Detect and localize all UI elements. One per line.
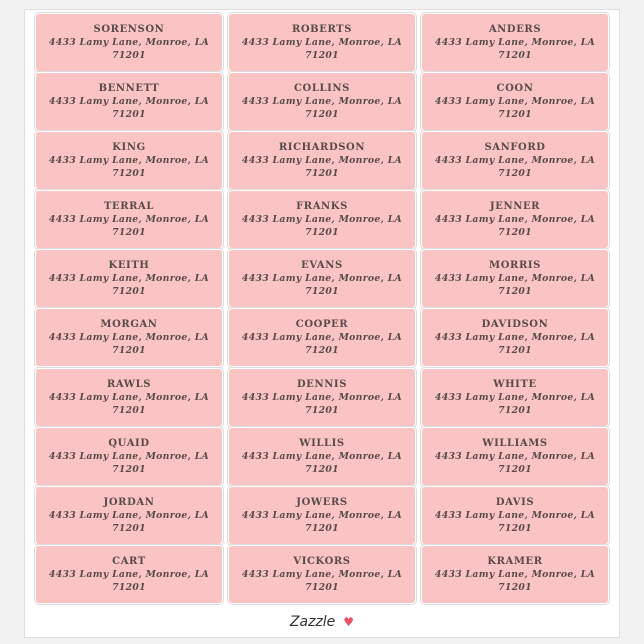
zazzle-logo[interactable]: Zazzle bbox=[289, 614, 336, 630]
label-name: JORDAN bbox=[103, 496, 155, 508]
label-address: 4433 Lamy Lane, Monroe, LA bbox=[48, 155, 210, 167]
address-label[interactable] bbox=[36, 428, 222, 485]
address-label[interactable] bbox=[422, 14, 608, 71]
label-name: DAVIDSON bbox=[481, 319, 549, 331]
address-label[interactable] bbox=[229, 428, 415, 485]
address-label[interactable] bbox=[422, 487, 608, 544]
address-label[interactable] bbox=[229, 250, 415, 307]
label-zip: 71201 bbox=[112, 345, 146, 357]
label-name: KING bbox=[112, 142, 146, 154]
address-label[interactable] bbox=[422, 546, 608, 603]
label-zip: 71201 bbox=[498, 50, 532, 61]
address-label[interactable] bbox=[422, 250, 608, 307]
label-address: 4433 Lamy Lane, Monroe, LA bbox=[241, 568, 403, 580]
label-name: RAWLS bbox=[106, 378, 152, 390]
heart-icon[interactable]: ♥ bbox=[343, 615, 355, 629]
label-name: ANDERS bbox=[488, 24, 542, 35]
address-label[interactable] bbox=[36, 14, 222, 71]
label-name: JOWERS bbox=[296, 496, 348, 508]
label-address: 4433 Lamy Lane, Monroe, LA bbox=[48, 37, 210, 48]
label-name: QUAID bbox=[108, 437, 150, 449]
label-address: 4433 Lamy Lane, Monroe, LA bbox=[241, 332, 403, 344]
label-zip: 71201 bbox=[305, 227, 339, 239]
label-zip: 71201 bbox=[305, 463, 339, 475]
label-address: 4433 Lamy Lane, Monroe, LA bbox=[434, 332, 596, 344]
label-zip: 71201 bbox=[498, 345, 532, 357]
label-name: EVANS bbox=[301, 260, 343, 272]
label-name: KEITH bbox=[108, 260, 150, 272]
label-name: MORRIS bbox=[489, 260, 541, 272]
label-address: 4433 Lamy Lane, Monroe, LA bbox=[48, 450, 210, 462]
label-name: WHITE bbox=[493, 378, 537, 390]
address-label[interactable] bbox=[36, 546, 222, 603]
address-label[interactable] bbox=[422, 309, 608, 366]
address-label[interactable] bbox=[422, 191, 608, 248]
address-label[interactable] bbox=[229, 191, 415, 248]
label-address: 4433 Lamy Lane, Monroe, LA bbox=[241, 96, 403, 108]
label-address: 4433 Lamy Lane, Monroe, LA bbox=[434, 509, 596, 521]
address-label[interactable] bbox=[229, 73, 415, 130]
label-zip: 71201 bbox=[498, 286, 532, 298]
label-address: 4433 Lamy Lane, Monroe, LA bbox=[434, 155, 596, 167]
label-zip: 71201 bbox=[112, 50, 146, 61]
label-name: COON bbox=[496, 83, 534, 95]
address-label[interactable] bbox=[229, 132, 415, 189]
label-address: 4433 Lamy Lane, Monroe, LA bbox=[241, 273, 403, 285]
label-address: 4433 Lamy Lane, Monroe, LA bbox=[48, 568, 210, 580]
label-name: BENNETT bbox=[98, 83, 160, 95]
address-label[interactable] bbox=[36, 73, 222, 130]
label-address: 4433 Lamy Lane, Monroe, LA bbox=[241, 450, 403, 462]
label-address: 4433 Lamy Lane, Monroe, LA bbox=[48, 96, 210, 108]
label-zip: 71201 bbox=[305, 168, 339, 180]
label-name: TERRAL bbox=[103, 201, 155, 213]
label-name: DAVIS bbox=[495, 496, 535, 508]
label-name: RICHARDSON bbox=[278, 142, 366, 154]
label-zip: 71201 bbox=[305, 345, 339, 357]
label-address: 4433 Lamy Lane, Monroe, LA bbox=[241, 214, 403, 226]
label-zip: 71201 bbox=[305, 404, 339, 416]
label-zip: 71201 bbox=[112, 404, 146, 416]
label-address: 4433 Lamy Lane, Monroe, LA bbox=[48, 273, 210, 285]
label-name: KRAMER bbox=[487, 555, 543, 567]
label-address: 4433 Lamy Lane, Monroe, LA bbox=[434, 214, 596, 226]
address-label[interactable] bbox=[36, 250, 222, 307]
address-label[interactable] bbox=[422, 369, 608, 426]
address-label[interactable] bbox=[422, 428, 608, 485]
label-zip: 71201 bbox=[498, 227, 532, 239]
label-name: SORENSON bbox=[93, 24, 165, 35]
label-address: 4433 Lamy Lane, Monroe, LA bbox=[434, 568, 596, 580]
label-address: 4433 Lamy Lane, Monroe, LA bbox=[241, 509, 403, 521]
label-address: 4433 Lamy Lane, Monroe, LA bbox=[434, 96, 596, 108]
label-zip: 71201 bbox=[498, 168, 532, 180]
label-name: VICKORS bbox=[293, 555, 351, 567]
label-zip: 71201 bbox=[498, 581, 532, 593]
label-name: FRANKS bbox=[296, 201, 348, 213]
label-zip: 71201 bbox=[305, 286, 339, 298]
address-label[interactable] bbox=[229, 369, 415, 426]
label-name: WILLIS bbox=[299, 437, 345, 449]
label-zip: 71201 bbox=[112, 168, 146, 180]
label-name: ROBERTS bbox=[291, 24, 353, 35]
label-name: WILLIAMS bbox=[482, 437, 548, 449]
label-name: COOPER bbox=[295, 319, 349, 331]
address-label[interactable] bbox=[229, 14, 415, 71]
address-label[interactable] bbox=[229, 309, 415, 366]
label-address: 4433 Lamy Lane, Monroe, LA bbox=[434, 391, 596, 403]
label-address: 4433 Lamy Lane, Monroe, LA bbox=[48, 509, 210, 521]
sheet-footer bbox=[25, 614, 619, 630]
address-label[interactable] bbox=[36, 191, 222, 248]
label-address: 4433 Lamy Lane, Monroe, LA bbox=[48, 214, 210, 226]
label-zip: 71201 bbox=[112, 109, 146, 121]
label-address: 4433 Lamy Lane, Monroe, LA bbox=[241, 391, 403, 403]
label-zip: 71201 bbox=[498, 109, 532, 121]
address-label[interactable] bbox=[36, 487, 222, 544]
label-address: 4433 Lamy Lane, Monroe, LA bbox=[48, 391, 210, 403]
label-zip: 71201 bbox=[498, 522, 532, 534]
label-grid bbox=[36, 14, 608, 607]
label-address: 4433 Lamy Lane, Monroe, LA bbox=[434, 450, 596, 462]
label-zip: 71201 bbox=[112, 227, 146, 239]
label-zip: 71201 bbox=[112, 463, 146, 475]
label-name: COLLINS bbox=[294, 83, 350, 95]
label-zip: 71201 bbox=[305, 522, 339, 534]
label-zip: 71201 bbox=[498, 463, 532, 475]
label-zip: 71201 bbox=[305, 50, 339, 61]
label-name: SANFORD bbox=[484, 142, 546, 154]
label-zip: 71201 bbox=[112, 522, 146, 534]
label-zip: 71201 bbox=[112, 286, 146, 298]
label-address: 4433 Lamy Lane, Monroe, LA bbox=[48, 332, 210, 344]
label-address: 4433 Lamy Lane, Monroe, LA bbox=[241, 155, 403, 167]
address-label[interactable] bbox=[422, 132, 608, 189]
label-zip: 71201 bbox=[305, 109, 339, 121]
address-label[interactable] bbox=[422, 73, 608, 130]
label-address: 4433 Lamy Lane, Monroe, LA bbox=[241, 37, 403, 48]
label-name: CART bbox=[112, 555, 146, 567]
label-zip: 71201 bbox=[305, 581, 339, 593]
label-zip: 71201 bbox=[112, 581, 146, 593]
address-label[interactable] bbox=[36, 309, 222, 366]
address-label[interactable] bbox=[229, 487, 415, 544]
label-name: MORGAN bbox=[100, 319, 158, 331]
address-label[interactable] bbox=[229, 546, 415, 603]
address-label[interactable] bbox=[36, 369, 222, 426]
sticker-sheet bbox=[25, 10, 619, 637]
label-address: 4433 Lamy Lane, Monroe, LA bbox=[434, 273, 596, 285]
label-address: 4433 Lamy Lane, Monroe, LA bbox=[434, 37, 596, 48]
label-name: DENNIS bbox=[296, 378, 348, 390]
label-name: JENNER bbox=[489, 201, 541, 213]
label-zip: 71201 bbox=[498, 404, 532, 416]
address-label[interactable] bbox=[36, 132, 222, 189]
